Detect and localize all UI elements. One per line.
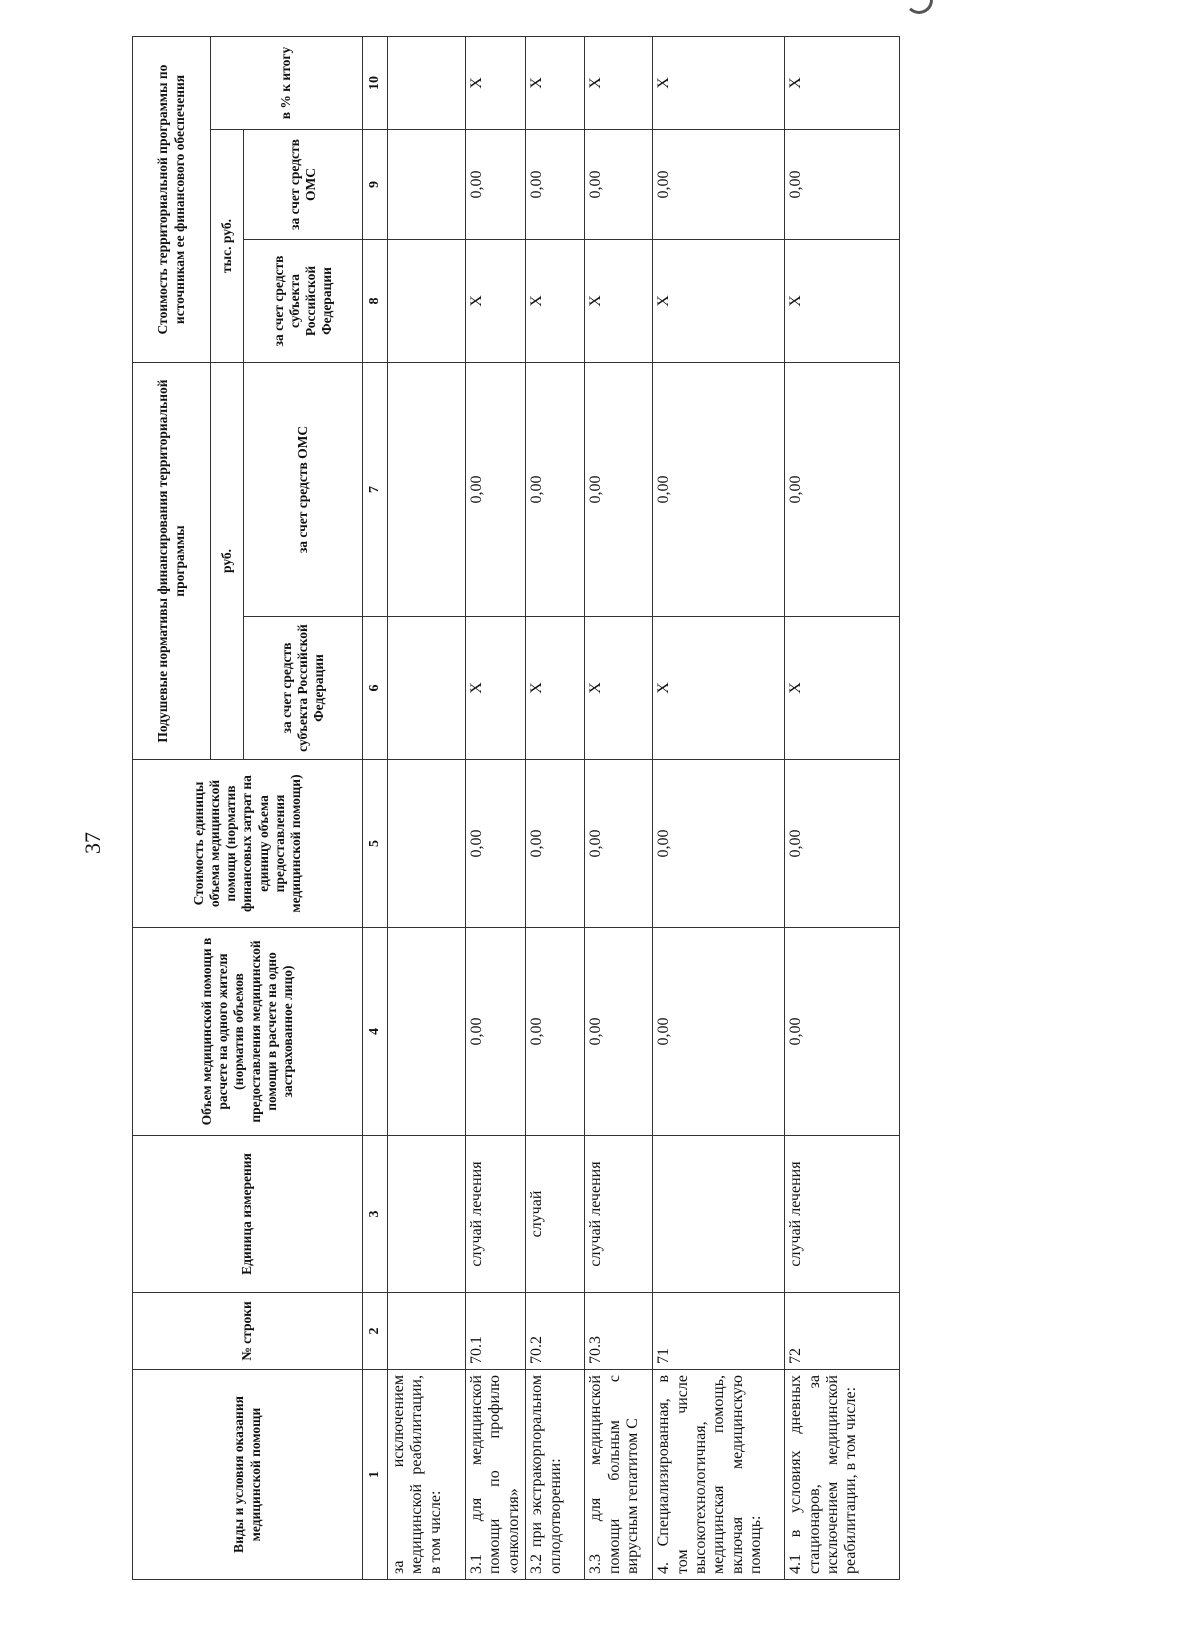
cell-c6: X [653,617,785,760]
column-number: 8 [363,240,388,363]
cell-c4: 0,00 [526,928,585,1136]
table-row [388,37,466,1580]
cell-c8: X [653,240,785,363]
cell-line: 70.3 [585,1293,653,1370]
header-line-number: № строки [133,1293,363,1370]
header-thousand-rub: тыс. руб. [211,130,244,363]
column-number: 2 [363,1293,388,1370]
rotated-table-container [132,37,900,1580]
cell-c4: 0,00 [466,928,526,1136]
header-unit-cost: Стоимость единицы объема медицинской помощи (норматив финансовых затрат на единицу объема предоставления медицинской помощи) [133,760,363,928]
header-c6-subject-funds: за счет средств субъекта Российской Федерации [244,617,363,760]
header-kinds-conditions: Виды и условия оказания медицинской помощи [133,1370,363,1580]
financing-table [132,36,900,1580]
header-unit: Единица измерения [133,1136,363,1293]
column-number: 7 [363,363,388,617]
cell-c10: X [785,37,900,130]
cell-c9: 0,00 [526,130,585,240]
cell-c9: 0,00 [466,130,526,240]
column-number: 9 [363,130,388,240]
cell-c5: 0,00 [466,760,526,928]
cell-c7: 0,00 [653,363,785,617]
column-number: 3 [363,1136,388,1293]
cell-name: 3.1 для медицинской помощи по профилю «онкология» [466,1370,526,1580]
cell-c7: 0,00 [785,363,900,617]
cell-line: 70.1 [466,1293,526,1370]
cell-c9 [388,130,466,240]
cell-c10: X [585,37,653,130]
column-number: 10 [363,37,388,130]
cell-c4: 0,00 [585,928,653,1136]
cell-c7 [388,363,466,617]
cell-unit: случай лечения [785,1136,900,1293]
cell-c5: 0,00 [653,760,785,928]
column-number: 5 [363,760,388,928]
cell-unit [653,1136,785,1293]
table-row [526,37,585,1580]
cell-c6: X [585,617,653,760]
cell-c8: X [785,240,900,363]
cell-c8: X [585,240,653,363]
header-rub: руб. [211,363,244,760]
column-number: 1 [363,1370,388,1580]
cell-c10 [388,37,466,130]
cell-line: 70.2 [526,1293,585,1370]
cell-c8: X [526,240,585,363]
header-percent-total: в % к итогу [211,37,363,130]
table-row [785,37,900,1580]
scan-artifact-mark [905,0,933,14]
cell-name: 3.2 при экстракорпоральном оплодотворении: [526,1370,585,1580]
cell-c9: 0,00 [585,130,653,240]
cell-c9: 0,00 [785,130,900,240]
cell-c4: 0,00 [785,928,900,1136]
cell-c8: X [466,240,526,363]
header-c7-oms-funds: за счет средств ОМС [244,363,363,617]
cell-c6: X [466,617,526,760]
page-number: 37 [80,832,105,854]
header-c9-oms-funds: за счет средств ОМС [244,130,363,240]
cell-c7: 0,00 [526,363,585,617]
cell-c10: X [653,37,785,130]
column-number-row [363,37,388,1580]
cell-c6: X [526,617,585,760]
cell-c7: 0,00 [466,363,526,617]
column-number: 4 [363,928,388,1136]
cell-unit: случай [526,1136,585,1293]
cell-c6: X [785,617,900,760]
cell-line [388,1293,466,1370]
cell-c10: X [526,37,585,130]
header-c8-subject-funds: за счет средств субъекта Российской Федерации [244,240,363,363]
header-program-cost-group: Стоимость территориальной программы по источникам ее финансового обеспечения [133,37,211,363]
table-row [653,37,785,1580]
table-row [585,37,653,1580]
cell-unit: случай лечения [585,1136,653,1293]
cell-name: 4. Специализированная, в том числе высокотехнологичная, медицинская помощь, включая медицинскую помощь: [653,1370,785,1580]
header-per-capita-group: Подушевые нормативы финансирования территориальной программы [133,363,211,760]
cell-c8 [388,240,466,363]
cell-c4: 0,00 [653,928,785,1136]
cell-line: 72 [785,1293,900,1370]
cell-c10: X [466,37,526,130]
cell-name: 4.1 в условиях дневных стационаров, за исключением медицинской реабилитации, в том числе: [785,1370,900,1580]
cell-unit [388,1136,466,1293]
cell-c5: 0,00 [585,760,653,928]
cell-line: 71 [653,1293,785,1370]
cell-c6 [388,617,466,760]
cell-c4 [388,928,466,1136]
cell-c5: 0,00 [526,760,585,928]
cell-name: 3.3 для медицинской помощи больным с вирусным гепатитом С [585,1370,653,1580]
cell-c9: 0,00 [653,130,785,240]
cell-c5 [388,760,466,928]
cell-name: за исключением медицинской реабилитации, в том числе: [388,1370,466,1580]
table-row [466,37,526,1580]
cell-unit: случай лечения [466,1136,526,1293]
column-number: 6 [363,617,388,760]
cell-c5: 0,00 [785,760,900,928]
cell-c7: 0,00 [585,363,653,617]
header-volume: Объем медицинской помощи в расчете на одного жителя (норматив объемов предоставления медицинской помощи в расчете на одно застрахованное лицо) [133,928,363,1136]
